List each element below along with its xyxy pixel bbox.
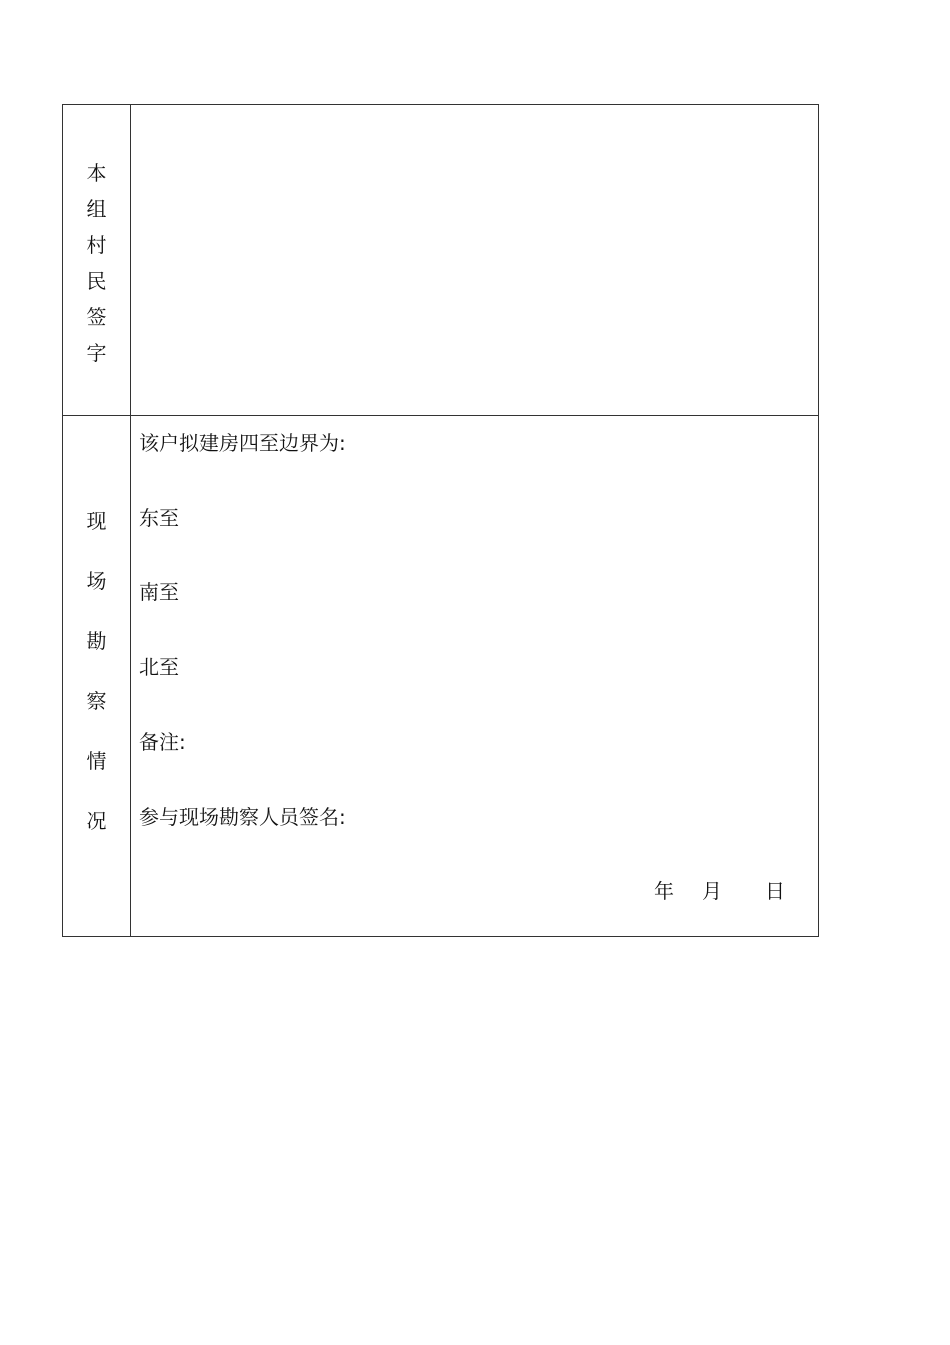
label-char: 字 — [86, 341, 107, 365]
label-char: 场 — [86, 569, 107, 593]
boundary-intro: 该户拟建房四至边界为: — [139, 431, 346, 455]
villager-signature-label-cell — [63, 105, 131, 415]
date-year: 年 — [654, 879, 674, 903]
north-boundary-label: 北至 — [139, 655, 179, 679]
label-char: 现 — [86, 509, 107, 533]
site-survey-label-cell — [63, 415, 131, 936]
label-char: 情 — [86, 749, 107, 773]
date-day: 日 — [765, 879, 785, 903]
site-survey-row — [63, 415, 818, 936]
label-char: 村 — [86, 233, 107, 257]
date-month: 月 — [702, 879, 722, 903]
villager-signature-row — [63, 105, 818, 416]
label-char: 勘 — [86, 629, 107, 653]
label-char: 组 — [86, 197, 107, 221]
label-char: 况 — [86, 809, 107, 833]
label-char: 签 — [86, 305, 107, 329]
remarks-label: 备注: — [139, 730, 186, 754]
surveyor-signature-label: 参与现场勘察人员签名: — [139, 805, 346, 829]
label-char: 本 — [86, 161, 107, 185]
villager-signature-area[interactable] — [131, 105, 818, 415]
label-char: 民 — [86, 269, 107, 293]
east-boundary-label: 东至 — [139, 506, 179, 530]
label-char: 察 — [86, 689, 107, 713]
south-boundary-label: 南至 — [139, 580, 179, 604]
site-survey-content — [131, 415, 818, 936]
form-table — [62, 104, 819, 937]
